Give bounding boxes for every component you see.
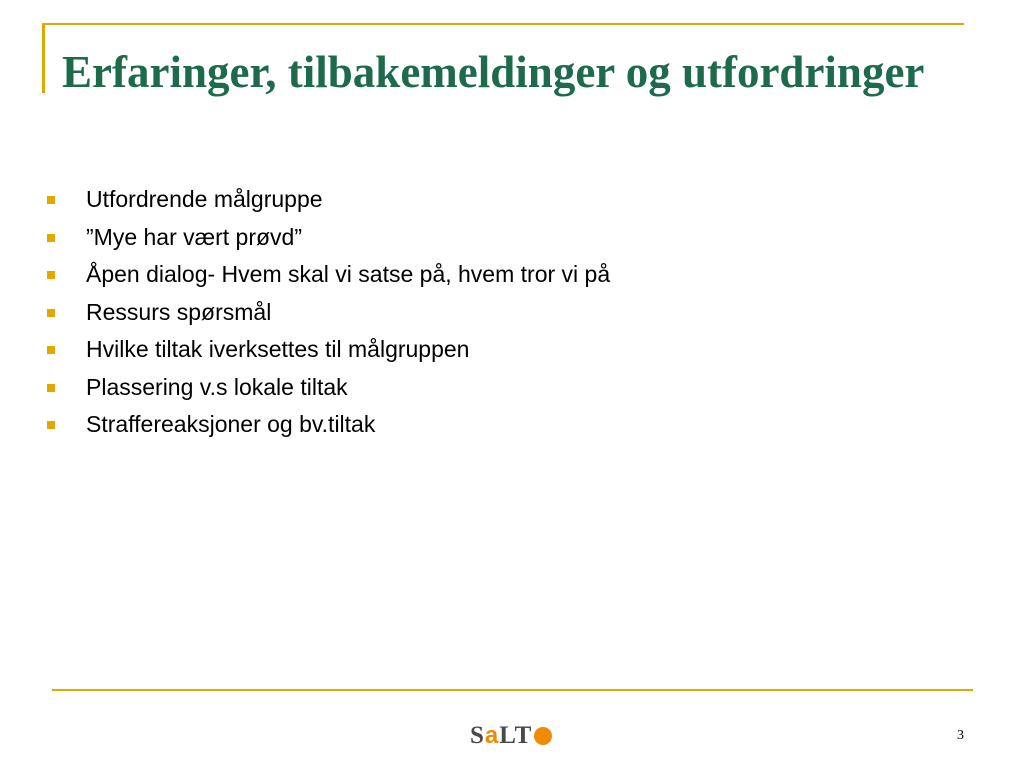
bullet-item <box>42 294 610 332</box>
orange-circle-icon <box>534 727 552 745</box>
bullet-text: Hvilke tiltak iverksettes til målgruppen <box>86 336 470 362</box>
square-bullet-icon <box>47 346 55 354</box>
bullet-item <box>42 331 610 369</box>
logo-letter-s: S <box>470 722 485 749</box>
bullet-item <box>42 256 610 294</box>
title-frame-top-line <box>43 23 964 25</box>
square-bullet-icon <box>47 309 55 317</box>
salto-logo <box>470 721 552 751</box>
bullet-list <box>42 181 610 444</box>
square-bullet-icon <box>47 196 55 204</box>
bullet-text: Straffereaksjoner og bv.tiltak <box>86 411 376 437</box>
square-bullet-icon <box>47 271 55 279</box>
footer-divider <box>52 689 973 691</box>
bullet-item <box>42 181 610 219</box>
logo-letters-lt: LT <box>499 722 533 749</box>
square-bullet-icon <box>47 384 55 392</box>
bullet-text: Ressurs spørsmål <box>86 298 272 325</box>
bullet-text: ”Mye har vært prøvd” <box>86 223 302 250</box>
page-number: 3 <box>957 728 964 743</box>
square-bullet-icon <box>47 234 55 242</box>
bullet-item <box>42 406 610 444</box>
square-bullet-icon <box>47 421 55 429</box>
bullet-text: Plassering v.s lokale tiltak <box>86 373 348 400</box>
bullet-item <box>42 369 610 407</box>
logo-letter-a: a <box>484 722 500 749</box>
bullet-text: Åpen dialog- Hvem skal vi satse på, hvem tror vi på <box>86 261 611 287</box>
bullet-item <box>42 219 610 257</box>
title-frame-left-line <box>42 23 45 93</box>
slide-title: Erfaringer, tilbakemeldinger og utfordringer <box>62 47 925 97</box>
bullet-text: Utfordrende målgruppe <box>86 186 323 212</box>
